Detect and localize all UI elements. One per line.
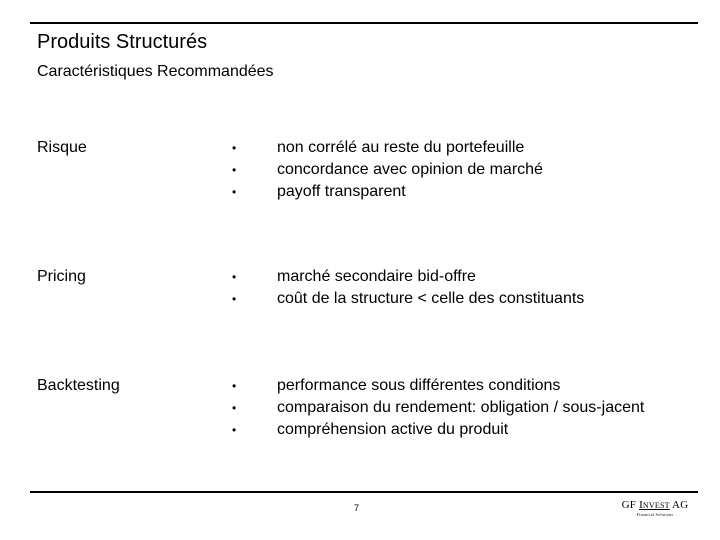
page-title: Produits Structurés <box>37 31 208 53</box>
list-item-text: non corrélé au reste du portefeuille <box>277 139 525 156</box>
bullet-marker: • <box>232 141 237 155</box>
page-subtitle: Caractéristiques Recommandées <box>37 63 274 80</box>
list-item-text: compréhension active du produit <box>277 421 509 438</box>
company-logo <box>600 499 710 518</box>
logo-name-invest: Invest <box>639 499 670 511</box>
list-item-text: coût de la structure < celle des constituants <box>277 290 585 307</box>
list-item-text: payoff transparent <box>277 183 406 200</box>
logo-name-suffix: AG <box>669 499 689 511</box>
logo-name <box>600 499 710 512</box>
section-label: Pricing <box>37 268 86 285</box>
logo-tagline: Financial Solutions <box>636 512 674 517</box>
bottom-rule <box>30 491 698 493</box>
top-rule <box>30 22 698 24</box>
bullet-marker: • <box>232 163 237 177</box>
page-number: 7 <box>354 503 360 513</box>
list-item-text: concordance avec opinion de marché <box>277 161 543 178</box>
logo-name-prefix: GF <box>621 499 640 511</box>
section-label: Risque <box>37 139 87 156</box>
section-label: Backtesting <box>37 377 120 394</box>
list-item-text: comparaison du rendement: obligation / sous-jacent <box>277 399 645 416</box>
list-item-text: performance sous différentes conditions <box>277 377 561 394</box>
bullet-marker: • <box>232 292 237 306</box>
bullet-marker: • <box>232 270 237 284</box>
bullet-marker: • <box>232 401 237 415</box>
list-item-text: marché secondaire bid-offre <box>277 268 476 285</box>
bullet-marker: • <box>232 185 237 199</box>
bullet-marker: • <box>232 423 237 437</box>
bullet-marker: • <box>232 379 237 393</box>
